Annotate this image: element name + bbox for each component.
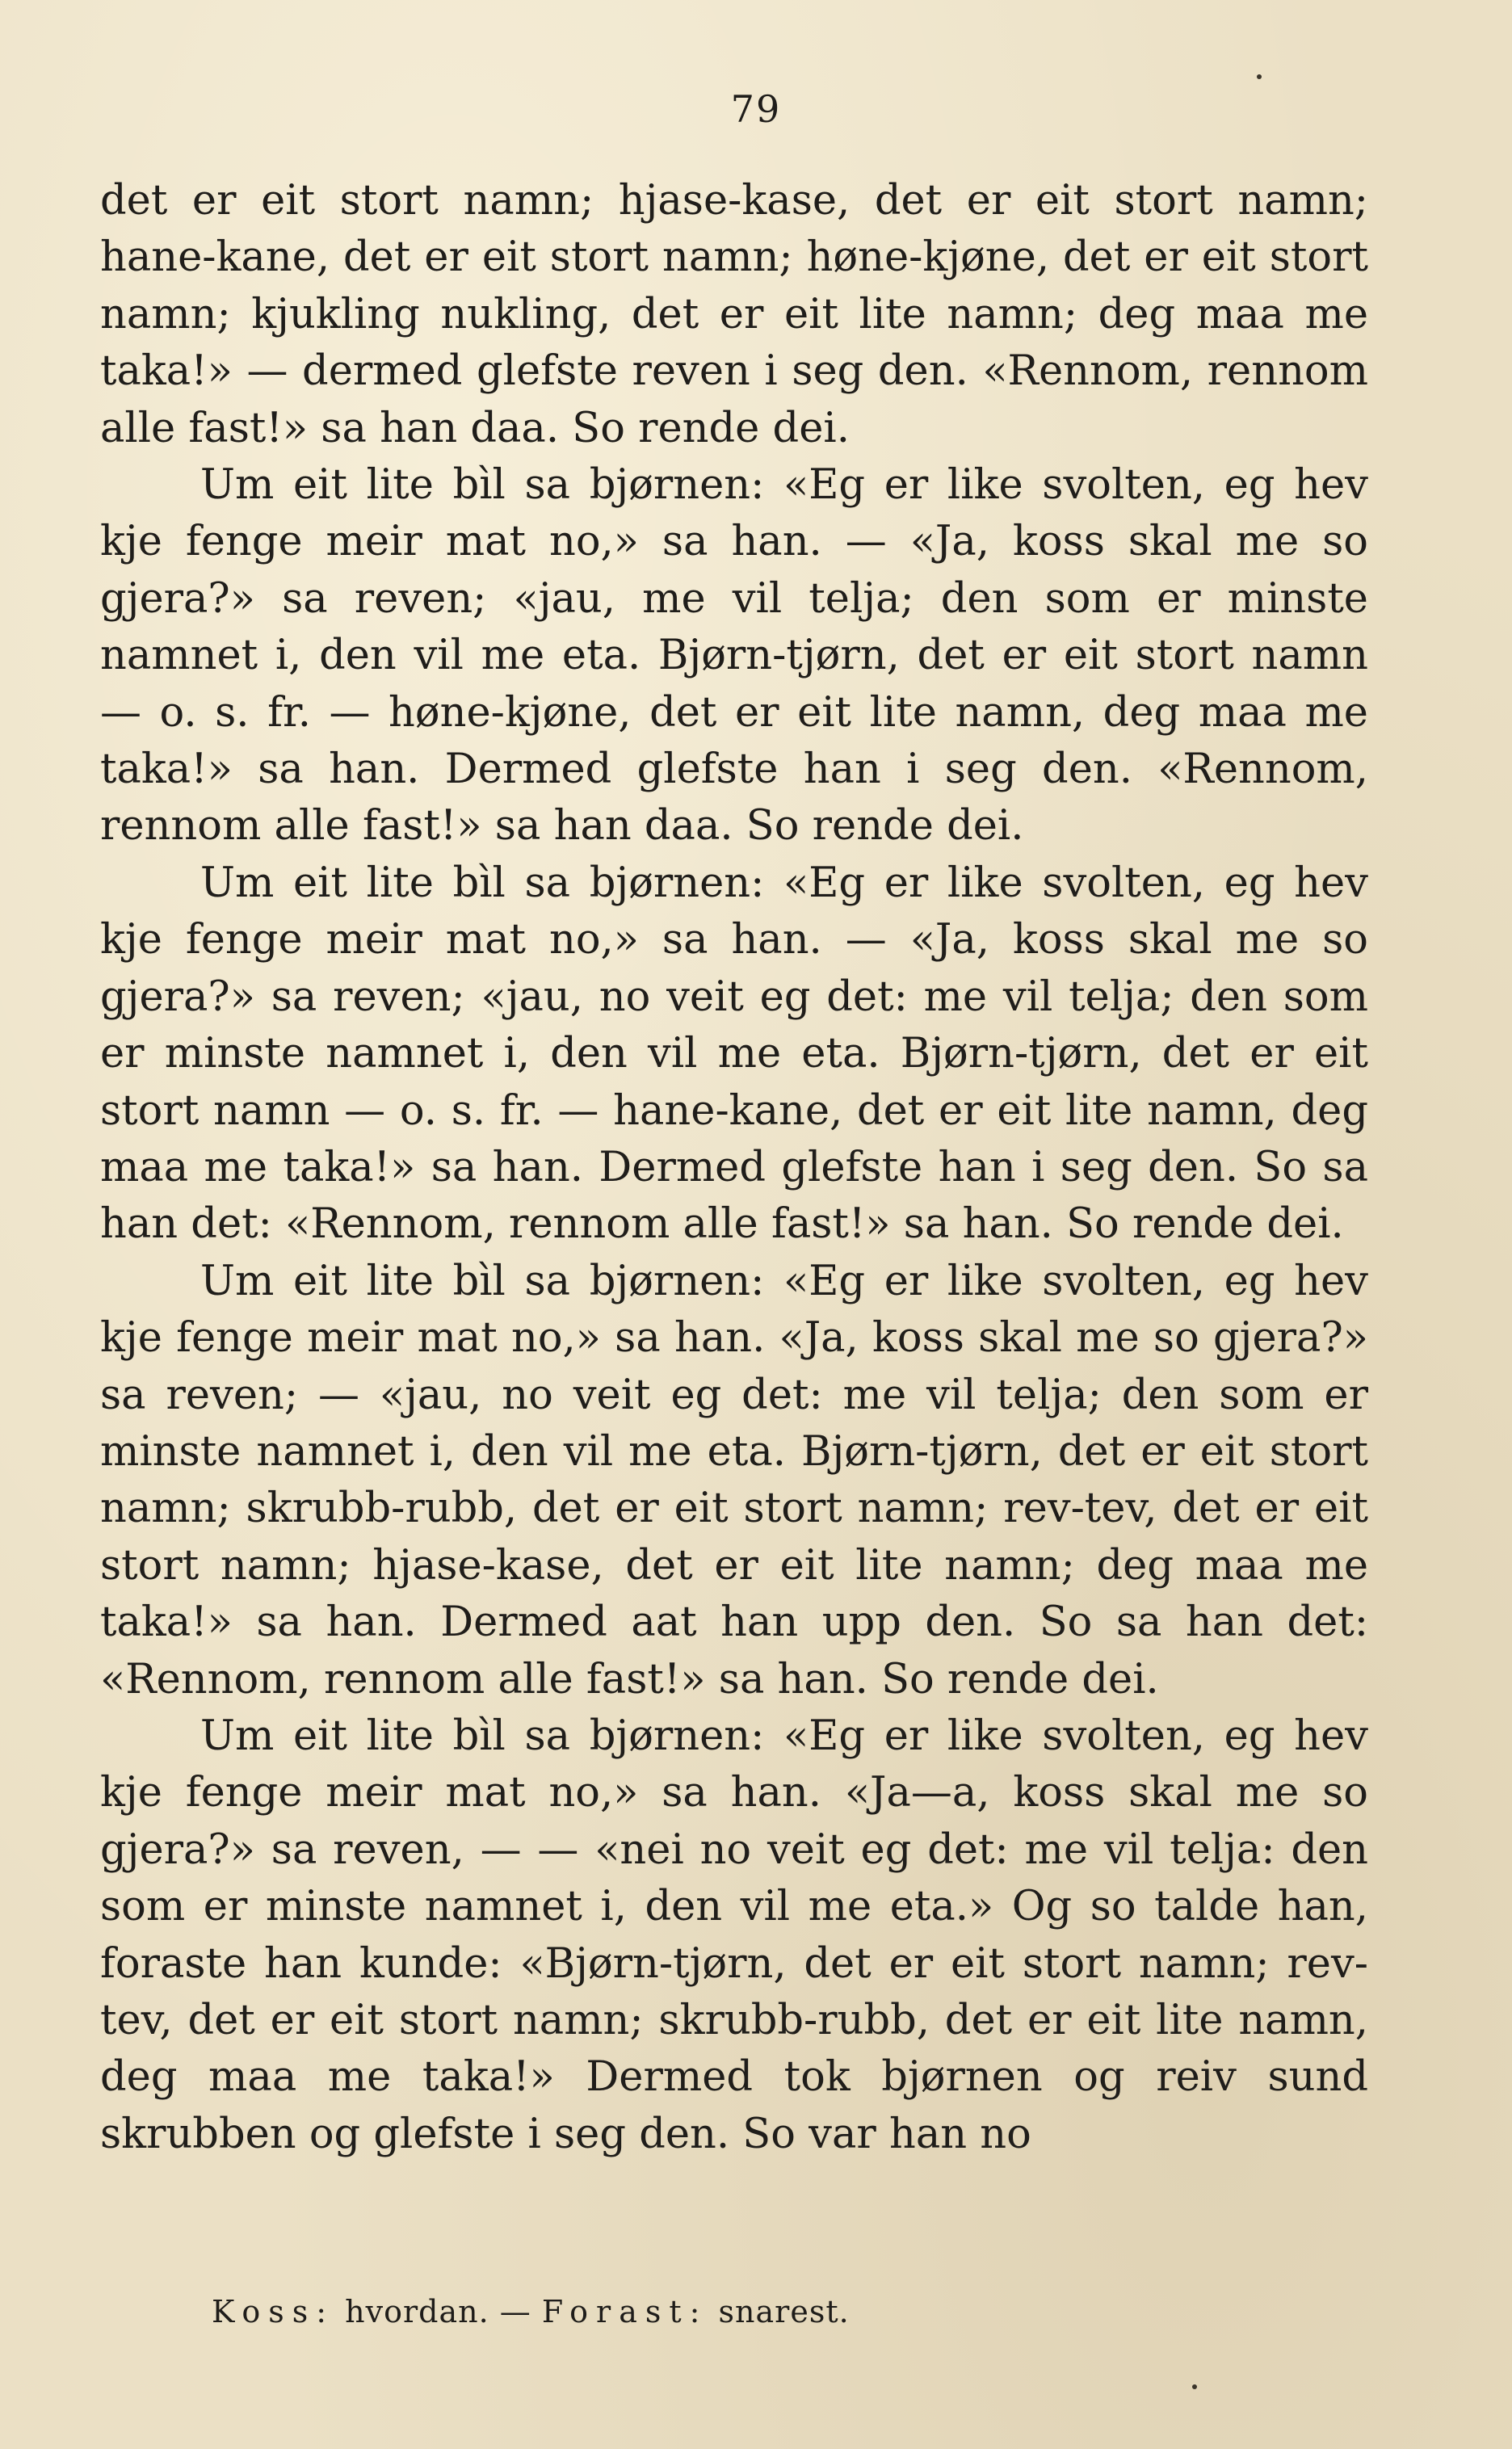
ink-speck-top-right [1257, 74, 1262, 79]
footnote-term-1: Koss: [212, 2294, 335, 2329]
paragraph-2: Um eit lite bìl sa bjørnen: «Eg er like svolten, eg hev kje fenge meir mat no,» sa han. — «Ja, koss skal me so gjera?» sa reven; «jau, me vil telja; den som er minste namnet i, den vil me eta. Bjørn-tjørn, det er eit stort namn — o. s. fr. — høne-kjøne, det er eit lite namn, deg maa me taka!» sa han. Dermed glefste han i seg den. «Rennom, rennom alle fast!» sa han daa. So rende dei. [100, 461, 1368, 851]
footnote-definition-1: hvordan. [345, 2294, 489, 2329]
footnote-definition-2: snarest. [718, 2294, 850, 2329]
paragraph-4: Um eit lite bìl sa bjørnen: «Eg er like svolten, eg hev kje fenge meir mat no,» sa han. «Ja, koss skal me so gjera?» sa reven; — «jau, no veit eg det: me vil telja; den som er minste namnet i, den vil me eta. Bjørn-tjørn, det er eit stort namn; skrubb-rubb, det er eit stort namn; rev-tev, det er eit stort namn; hjase-kase, det er eit lite namn; deg maa me taka!» sa han. Dermed aat han upp den. So sa han det: «Rennom, rennom alle fast!» sa han. So rende dei. [100, 1257, 1368, 1703]
footnote [212, 2294, 850, 2329]
page-number: 79 [730, 87, 782, 131]
paragraph-3: Um eit lite bìl sa bjørnen: «Eg er like svolten, eg hev kje fenge meir mat no,» sa han. — «Ja, koss skal me so gjera?» sa reven; «jau, no veit eg det: me vil telja; den som er minste namnet i, den vil me eta. Bjørn-tjørn, det er eit stort namn — o. s. fr. — hane-kane, det er eit lite namn, deg maa me taka!» sa han. Dermed glefste han i seg den. So sa han det: «Rennom, rennom alle fast!» sa han. So rende dei. [100, 859, 1368, 1249]
body-text [100, 173, 1368, 2163]
footnote-separator: — [499, 2294, 531, 2329]
footnote-term-2: Forast: [541, 2294, 708, 2329]
ink-speck-bottom-right [1192, 2384, 1197, 2389]
paragraph-5: Um eit lite bìl sa bjørnen: «Eg er like svolten, eg hev kje fenge meir mat no,» sa han. «Ja—a, koss skal me so gjera?» sa reven, — — «nei no veit eg det: me vil telja: den som er minste namnet i, den vil me eta.» Og so talde han, foraste han kunde: «Bjørn-tjørn, det er eit stort namn; rev-tev, det er eit stort namn; skrubb-rubb, det er eit lite namn, deg maa me taka!» Dermed tok bjørnen og reiv sund skrubben og glefste i seg den. So var han no [100, 1712, 1368, 2158]
paragraph-1: det er eit stort namn; hjase-kase, det er eit stort namn; hane-kane, det er eit stort namn; høne-kjøne, det er eit stort namn; kjukling nukling, det er eit lite namn; deg maa me taka!» — dermed glefste reven i seg den. «Rennom, rennom alle fast!» sa han daa. So rende dei. [100, 177, 1368, 452]
